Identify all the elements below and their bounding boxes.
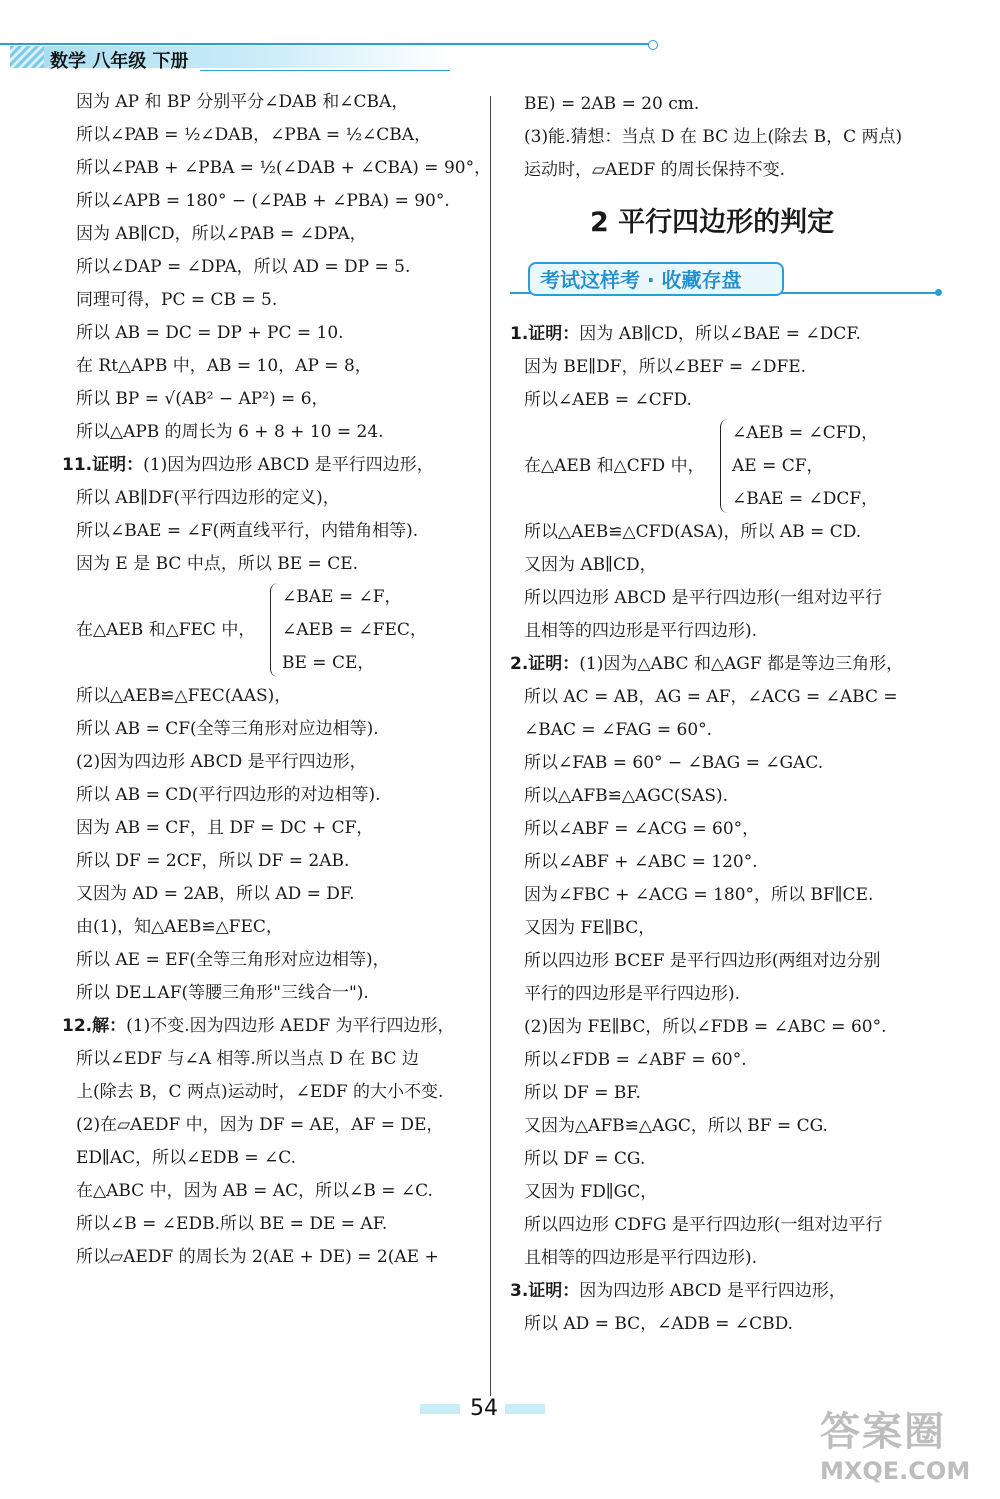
header-stripes [10,46,44,68]
condition: BE = CE， [282,653,375,673]
text-line: 所以 DF = BF. [524,1083,641,1103]
watermark-text: 答案圈 [820,1409,946,1455]
problem-12-first-line [62,1010,482,1043]
text-line: 所以∠FDB = ∠ABF = 60°. [524,1050,747,1070]
text-line: (3)能.猜想：当点 D 在 BC 边上(除去 B，C 两点) [524,127,903,147]
banner-label: 考试这样考 · 收藏存盘 [540,268,742,292]
congruence-brace [510,417,950,516]
problem-number: 12.解： [62,1016,127,1036]
watermark-url: MXQE.COM [820,1457,971,1485]
text-line: 所以△AEB≌△FEC(AAS)， [76,686,292,706]
text-line: 所以∠ABF = ∠ACG = 60°， [524,819,760,839]
text-line: 因为 AB = CF，且 DF = DC + CF， [76,818,374,838]
header-underline [200,70,450,71]
brace-lead: 在△AEB 和△CFD 中， [524,456,705,476]
text-line: 所以四边形 ABCD 是平行四边形(一组对边平行 [524,588,883,608]
condition: ∠BAE = ∠F， [282,587,402,607]
text-line: 因为 AP 和 BP 分别平分∠DAB 和∠CBA， [76,92,409,112]
text-line: 由(1)，知△AEB≌△FEC， [76,917,283,937]
header-dot [648,40,658,50]
right-column [510,318,950,1341]
text-line: 在△ABC 中，因为 AB = AC，所以∠B = ∠C. [76,1181,433,1201]
text-line: 上(除去 B，C 两点)运动时，∠EDF 的大小不变. [76,1082,444,1102]
text-line: (1)因为四边形 ABCD 是平行四边形， [143,455,434,475]
problem-number: 2.证明： [510,654,580,674]
text-line: 所以∠APB = 180° − (∠PAB + ∠PBA) = 90°. [76,191,450,211]
text-line: 所以 AB = CD(平行四边形的对边相等). [76,785,381,805]
text-line: 因为∠FBC + ∠ACG = 180°，所以 BF∥CE. [524,885,874,905]
text-line: (2)在▱AEDF 中，因为 DF = AE，AF = DE， [76,1115,444,1135]
text-line: 所以四边形 BCEF 是平行四边形(两组对边分别 [524,951,881,971]
problem-1-first-line [510,318,950,351]
problem-number: 11.证明： [62,455,144,475]
text-line: 又因为 FD∥GC， [524,1182,658,1202]
text-line: 因为 E 是 BC 中点，所以 BE = CE. [76,554,359,574]
problem-number: 1.证明： [510,324,580,344]
text-line: (2)因为四边形 ABCD 是平行四边形， [76,752,367,772]
section-title: 2 平行四边形的判定 [590,207,835,238]
text-line: 且相等的四边形是平行四边形). [524,621,758,641]
text-line: 又因为 FE∥BC， [524,918,656,938]
condition: AE = CF， [732,456,824,476]
text-line: 因为 BE∥DF，所以∠BEF = ∠DFE. [524,357,807,377]
text-line: 在 Rt△APB 中，AB = 10，AP = 8， [76,356,372,376]
text-line: 因为四边形 ABCD 是平行四边形， [579,1281,846,1301]
header-rule [0,43,650,45]
text-line: 所以 AB = DC = DP + PC = 10. [76,323,344,343]
text-line: 所以 DE⊥AF(等腰三角形"三线合一"). [76,983,369,1003]
text-line: 所以 DF = 2CF，所以 DF = 2AB. [76,851,350,871]
page-number: 54 [470,1396,498,1421]
condition: ∠BAE = ∠DCF， [732,489,879,509]
book-title: 数学 八年级 下册 [50,51,189,72]
column-divider [490,96,491,1396]
text-line: 所以∠BAE = ∠F(两直线平行，内错角相等). [76,521,419,541]
text-line: 又因为 AB∥CD， [524,555,657,575]
text-line: 因为 AB∥CD，所以∠PAB = ∠DPA， [76,224,367,244]
page-number-ornament-right [505,1404,545,1414]
text-line: 所以 BP = √(AB² − AP²) = 6， [76,389,329,409]
text-line: ED∥AC，所以∠EDB = ∠C. [76,1148,297,1168]
text-line: 所以▱AEDF 的周长为 2(AE + DE) = 2(AE + [76,1247,439,1267]
text-line: 所以∠FAB = 60° − ∠BAG = ∠GAC. [524,753,824,773]
text-line: (1)因为△ABC 和△AGF 都是等边三角形， [579,654,904,674]
text-line: 所以∠PAB = ½∠DAB，∠PBA = ½∠CBA， [76,125,432,145]
page-header [0,40,660,80]
text-line: 所以 DF = CG. [524,1149,646,1169]
problem-11-first-line [62,449,482,482]
text-line: 所以△AFB≌△AGC(SAS). [524,786,729,806]
left-column [62,86,492,1274]
text-line: (1)不变.因为四边形 AEDF 为平行四边形， [126,1016,455,1036]
text-line: 所以∠ABF + ∠ABC = 120°. [524,852,758,872]
problem-2-first-line [510,648,950,681]
text-line: 所以△AEB≌△CFD(ASA)，所以 AB = CD. [524,522,862,542]
brace-conditions [282,581,427,680]
text-line: (2)因为 FE∥BC，所以∠FDB = ∠ABC = 60°. [524,1017,887,1037]
right-column-top [510,88,950,187]
text-line: 所以∠DAP = ∠DPA，所以 AD = DP = 5. [76,257,411,277]
text-line: 所以△APB 的周长为 6 + 8 + 10 = 24. [76,422,384,442]
text-line: 因为 AB∥CD，所以∠BAE = ∠DCF. [579,324,861,344]
brace-icon [720,419,729,513]
text-line: 又因为 AD = 2AB，所以 AD = DF. [76,884,355,904]
watermark-logo [820,1400,995,1495]
brace-icon [270,583,279,677]
text-line: 所以∠B = ∠EDB.所以 BE = DE = AF. [76,1214,388,1234]
condition: ∠AEB = ∠FEC， [282,620,427,640]
condition: ∠AEB = ∠CFD， [732,423,879,443]
text-line: 运动时，▱AEDF 的周长保持不变. [524,160,785,180]
text-line: 又因为△AFB≌△AGC，所以 BF = CG. [524,1116,828,1136]
congruence-brace [62,581,482,680]
text-line: BE) = 2AB = 20 cm. [524,94,700,114]
text-line: 平行的四边形是平行四边形). [524,984,741,1004]
text-line: 所以 AE = EF(全等三角形对应边相等)， [76,950,390,970]
text-line: ∠BAC = ∠FAG = 60°. [524,720,713,740]
text-line: 所以∠EDF 与∠A 相等.所以当点 D 在 BC 边 [76,1049,419,1069]
text-line: 所以 AB = CF(全等三角形对应边相等). [76,719,379,739]
text-line: 所以四边形 CDFG 是平行四边形(一组对边平行 [524,1215,883,1235]
banner-dot [935,289,942,296]
text-line: 所以 AD = BC，∠ADB = ∠CBD. [524,1314,794,1334]
text-line: 所以 AC = AB，AG = AF，∠ACG = ∠ABC = [524,687,898,707]
brace-lead: 在△AEB 和△FEC 中， [76,620,256,640]
problem-number: 3.证明： [510,1281,580,1301]
text-line: 且相等的四边形是平行四边形). [524,1248,758,1268]
problem-3-first-line [510,1275,950,1308]
text-line: 所以∠AEB = ∠CFD. [524,390,692,410]
exam-banner [510,262,940,296]
text-line: 同理可得，PC = CB = 5. [76,290,278,310]
text-line: 所以 AB∥DF(平行四边形的定义)， [76,488,340,508]
page-number-ornament-left [420,1404,460,1414]
text-line: 所以∠PAB + ∠PBA = ½(∠DAB + ∠CBA) = 90°， [76,158,492,178]
brace-conditions [732,417,878,516]
